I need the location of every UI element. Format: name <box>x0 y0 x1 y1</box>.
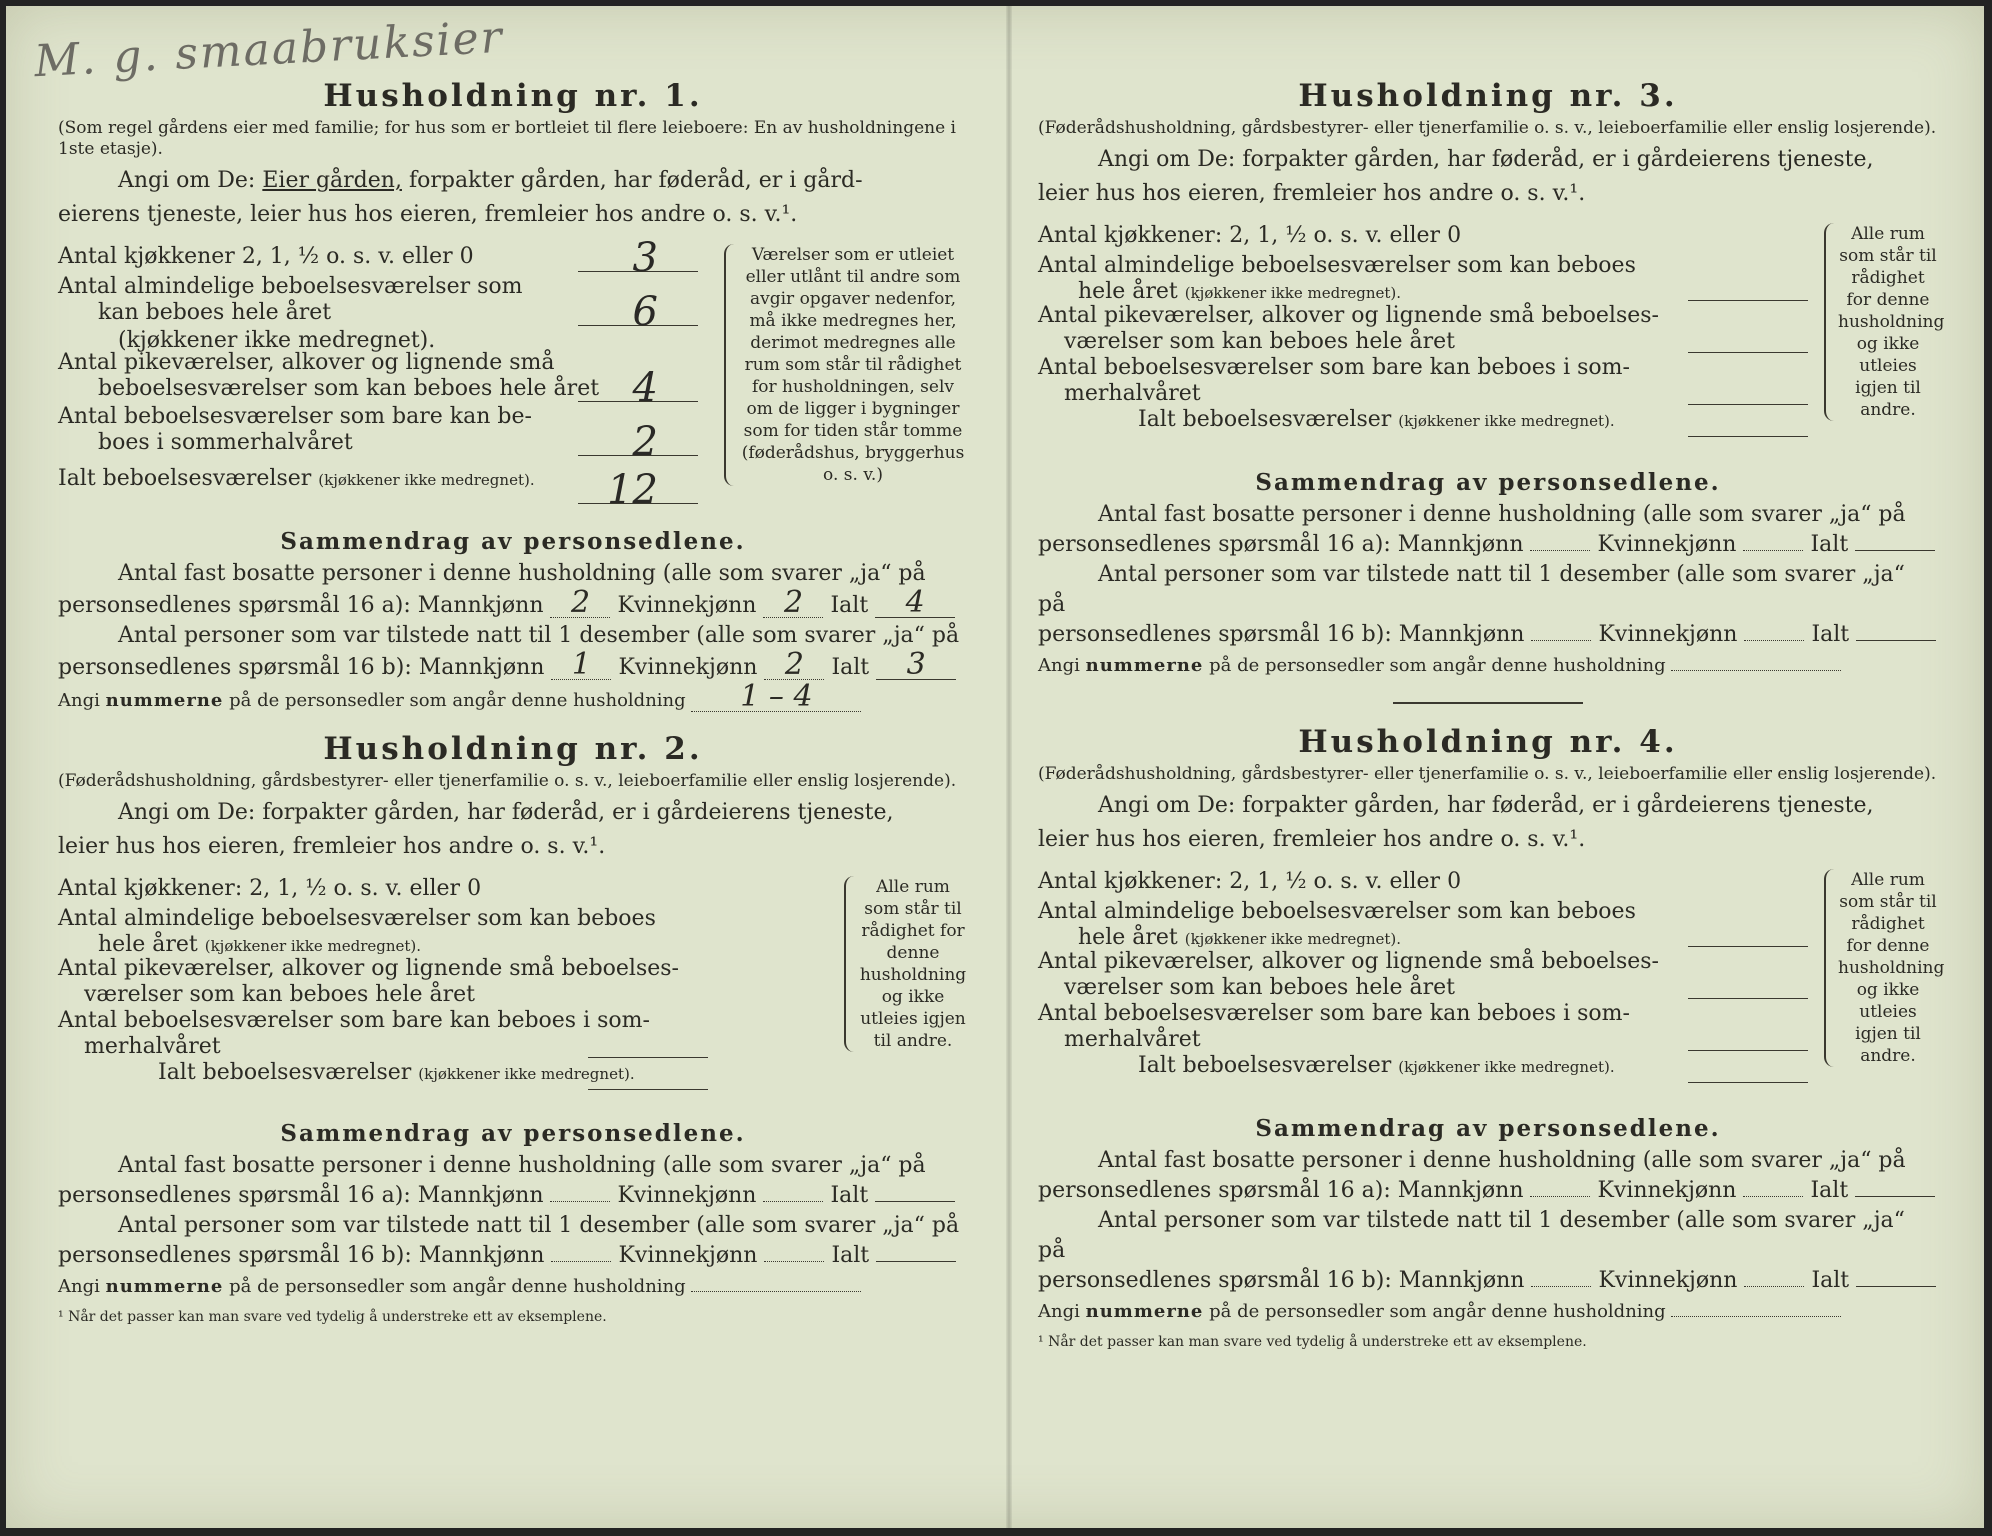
summary-16b: personsedlenes spørsmål 16 b): Mannkjønn Kvinnekjønn Ialt <box>1038 620 1938 650</box>
footnote: ¹ Når det passer kan man svare ved tydelig å understreke ett av eksemplene. <box>1038 1334 1587 1350</box>
summary-title: Sammendrag av personsedlene. <box>280 528 746 555</box>
footnote: ¹ Når det passer kan man svare ved tydelig å understreke ett av eksemplene. <box>58 1309 607 1325</box>
small-rooms-row: Antal pikeværelser, alkover og lignende små beboelses- værelser som kan beboes hele året <box>58 956 679 1007</box>
total-count-16a: 4 <box>875 589 955 618</box>
summary-line: Antal fast bosatte personer i denne husholdning (alle som svarer „ja“ på <box>1098 1148 1906 1173</box>
rooms-instruction: Alle rum som står til rådighet for denne husholdning og ikke utleies igjen til andre. <box>844 876 968 1052</box>
female-count-16a: 2 <box>763 589 823 618</box>
household-title: Husholdning nr. 1. <box>323 78 703 114</box>
household-title: Husholdning nr. 2. <box>323 731 703 767</box>
summer-rooms-row: Antal beboelsesværelser som bare kan beboes i som- merhalvåret <box>1038 355 1808 407</box>
rooms-section <box>58 235 968 514</box>
kitchens-row: Antal kjøkkener: 2, 1, ½ o. s. v. eller 0 <box>1038 869 1462 894</box>
question-line: eierens tjeneste, leier hus hos eieren, fremleier hos andre o. s. v.¹. <box>58 202 798 227</box>
rooms-instruction: Alle rum som står til rådighet for denne husholdning og ikke utleies igjen til andre. <box>1824 223 1938 421</box>
summary-16a: personsedlenes spørsmål 16 a): Mannkjønn Kvinnekjønn Ialt <box>58 1181 968 1211</box>
rooms-row: Antal almindelige beboelsesværelser som kan beboes hele året (kjøkkener ikke medregnet). <box>58 906 656 957</box>
kitchens-row: Antal kjøkkener: 2, 1, ½ o. s. v. eller 0 <box>1038 223 1462 248</box>
underlined-answer: Eier gården, <box>262 168 402 193</box>
male-count-16a: 2 <box>550 589 610 618</box>
kitchens-row: Antal kjøkkener: 2, 1, ½ o. s. v. eller 0 <box>58 876 482 901</box>
kitchens-value: 3 <box>632 235 658 281</box>
summary-16b: personsedlenes spørsmål 16 b): Mannkjønn Kvinnekjønn Ialt <box>1038 1266 1938 1296</box>
rooms-list <box>1038 869 1808 1085</box>
summary-16a: personsedlenes spørsmål 16 a): Mannkjønn 2 Kvinnekjønn 2 Ialt 4 <box>58 589 968 621</box>
small-rooms-row: Antal pikeværelser, alkover og lignende små beboelsesværelser som kan beboes hele året 4 <box>58 350 698 404</box>
person-numbers: 1 – 4 <box>691 683 861 712</box>
summer-rooms-row: Antal beboelsesværelser som bare kan be- boes i sommerhalvåret 2 <box>58 404 698 458</box>
rooms-list <box>58 876 708 1092</box>
kitchens-row: Antal kjøkkener 2, 1, ½ o. s. v. eller 0 3 <box>58 244 698 274</box>
summary-title: Sammendrag av personsedlene. <box>280 1120 746 1147</box>
summary-16b: personsedlenes spørsmål 16 b): Mannkjønn 1 Kvinnekjønn 2 Ialt 3 <box>58 651 968 683</box>
household-title: Husholdning nr. 3. <box>1298 78 1678 114</box>
numbers-line: Angi nummerne på de personsedler som angår denne husholdning 1 – 4 <box>58 683 968 717</box>
rooms-list <box>1038 223 1808 439</box>
summary-title: Sammendrag av personsedlene. <box>1255 1115 1721 1142</box>
question-line: Angi om De: forpakter gården, har føderåd, er i gårdeierens tjeneste, <box>1098 147 1874 172</box>
question-line: Angi om De: forpakter gården, har føderåd, er i gårdeierens tjeneste, <box>1098 793 1874 818</box>
numbers-line: Angi nummerne på de personsedler som angår denne husholdning <box>58 1271 968 1303</box>
summary-line: Antal personer som var tilstede natt til 1 desember (alle som svarer „ja“ på <box>1038 1208 1905 1263</box>
total-rooms-row: Ialt beboelsesværelser (kjøkkener ikke medregnet). <box>58 1060 708 1092</box>
rooms-value: 6 <box>632 289 658 335</box>
summary-16a: personsedlenes spørsmål 16 a): Mannkjønn Kvinnekjønn Ialt <box>1038 530 1938 560</box>
summer-rooms-row: Antal beboelsesværelser som bare kan beboes i som- merhalvåret <box>1038 1001 1808 1053</box>
rooms-section <box>1038 869 1945 1101</box>
household-2 <box>58 731 968 1325</box>
summer-rooms-row: Antal beboelsesværelser som bare kan beboes i som- merhalvåret <box>58 1008 708 1060</box>
rooms-row: Antal almindelige beboelsesværelser som kan beboes hele året (kjøkkener ikke medregnet). <box>1038 253 1808 303</box>
summary-line: Antal fast bosatte personer i denne husholdning (alle som svarer „ja“ på <box>118 561 926 586</box>
small-rooms-value: 4 <box>632 365 658 411</box>
rooms-section <box>1038 223 1945 455</box>
census-form-sheet <box>6 6 1984 1528</box>
rooms-section <box>58 876 968 1106</box>
total-rooms-row: Ialt beboelsesværelser (kjøkkener ikke medregnet). <box>1038 407 1808 439</box>
summer-rooms-value: 2 <box>632 419 658 465</box>
rooms-row: Antal almindelige beboelsesværelser som kan beboes hele året (kjøkkener ikke medregnet). <box>1038 899 1808 949</box>
total-rooms-value: 12 <box>607 467 658 513</box>
small-rooms-row: Antal pikeværelser, alkover og lignende små beboelses- værelser som kan beboes hele året <box>1038 303 1808 355</box>
household-note: (Som regel gårdens eier med familie; for hus som er bortleiet til flere leieboere: En av husholdningene i 1ste etasje). <box>58 118 956 159</box>
household-note: (Føderådshusholdning, gårdsbestyrer- eller tjenerfamilie o. s. v., leieboerfamilie eller enslig losjerende). <box>1038 764 1937 784</box>
total-count-16b: 3 <box>876 651 956 680</box>
rooms-instruction: Værelser som er utleiet eller utlånt til andre som avgir opgaver nedenfor, må ikke medregnes her, derimot medregnes alle rum som står til rådighet for husholdningen, selv om de ligger i bygninger som for tiden står tomme (føderådshus, bryggerhus o. s. v.) <box>724 244 968 486</box>
summary-line: Antal fast bosatte personer i denne husholdning (alle som svarer „ja“ på <box>1098 502 1906 527</box>
numbers-line: Angi nummerne på de personsedler som angår denne husholdning <box>1038 1296 1938 1328</box>
summary-16b: personsedlenes spørsmål 16 b): Mannkjønn Kvinnekjønn Ialt <box>58 1241 968 1271</box>
left-page <box>58 78 968 1325</box>
section-divider <box>1393 702 1583 704</box>
summary-title: Sammendrag av personsedlene. <box>1255 469 1721 496</box>
small-rooms-row: Antal pikeværelser, alkover og lignende små beboelses- værelser som kan beboes hele året <box>1038 949 1808 1001</box>
household-title: Husholdning nr. 4. <box>1298 724 1678 760</box>
summary-line: Antal personer som var tilstede natt til 1 desember (alle som svarer „ja“ på <box>1038 562 1905 617</box>
question-line: Angi om De: forpakter gården, har føderåd, er i gårdeierens tjeneste, <box>118 800 894 825</box>
male-count-16b: 1 <box>551 651 611 680</box>
household-1 <box>58 78 968 717</box>
summary-line: Antal personer som var tilstede natt til 1 desember (alle som svarer „ja“ på <box>118 623 960 648</box>
handwritten-heading: M. g. smaabruksier <box>32 11 505 88</box>
rooms-instruction: Alle rum som står til rådighet for denne husholdning og ikke utleies igjen til andre. <box>1824 869 1938 1067</box>
female-count-16b: 2 <box>764 651 824 680</box>
household-note: (Føderådshusholdning, gårdsbestyrer- eller tjenerfamilie o. s. v., leieboerfamilie eller enslig losjerende). <box>1038 118 1937 138</box>
question-line: Angi om De: Eier gården, forpakter gården, har føderåd, er i gård- <box>118 168 863 193</box>
total-rooms-row: Ialt beboelsesværelser (kjøkkener ikke medregnet). 12 <box>58 466 698 506</box>
summary-line: Antal fast bosatte personer i denne husholdning (alle som svarer „ja“ på <box>118 1153 926 1178</box>
question-line: leier hus hos eieren, fremleier hos andre o. s. v.¹. <box>1038 827 1586 852</box>
total-rooms-row: Ialt beboelsesværelser (kjøkkener ikke medregnet). <box>1038 1053 1808 1085</box>
question-line: leier hus hos eieren, fremleier hos andre o. s. v.¹. <box>58 834 606 859</box>
household-3 <box>1038 78 1945 682</box>
page-fold <box>1006 6 1012 1528</box>
household-note: (Føderådshusholdning, gårdsbestyrer- eller tjenerfamilie o. s. v., leieboerfamilie eller enslig losjerende). <box>58 771 957 791</box>
right-page <box>1038 78 1945 1350</box>
numbers-line: Angi nummerne på de personsedler som angår denne husholdning <box>1038 650 1938 682</box>
summary-line: Antal personer som var tilstede natt til 1 desember (alle som svarer „ja“ på <box>118 1213 960 1238</box>
household-4 <box>1038 724 1945 1350</box>
question-line: leier hus hos eieren, fremleier hos andre o. s. v.¹. <box>1038 181 1586 206</box>
rooms-row: Antal almindelige beboelsesværelser som kan beboes hele året 6 <box>58 274 698 328</box>
rooms-list: Antal kjøkkener 2, 1, ½ o. s. v. eller 0 3 Antal almindelige beboelsesværelser som kan beboes hele året 6 (kjøkkener ikke medregnet). Antal pikeværelser, alkover og lignende små beboelsesværelser som kan beboes hele året 4 Antal beboelsesværelser som bare kan be- boes i sommerhalvåret 2 Ialt beboelsesværelser (kjøkkener ikke medregnet). 12 <box>58 244 698 506</box>
summary-16a: personsedlenes spørsmål 16 a): Mannkjønn Kvinnekjønn Ialt <box>1038 1176 1938 1206</box>
